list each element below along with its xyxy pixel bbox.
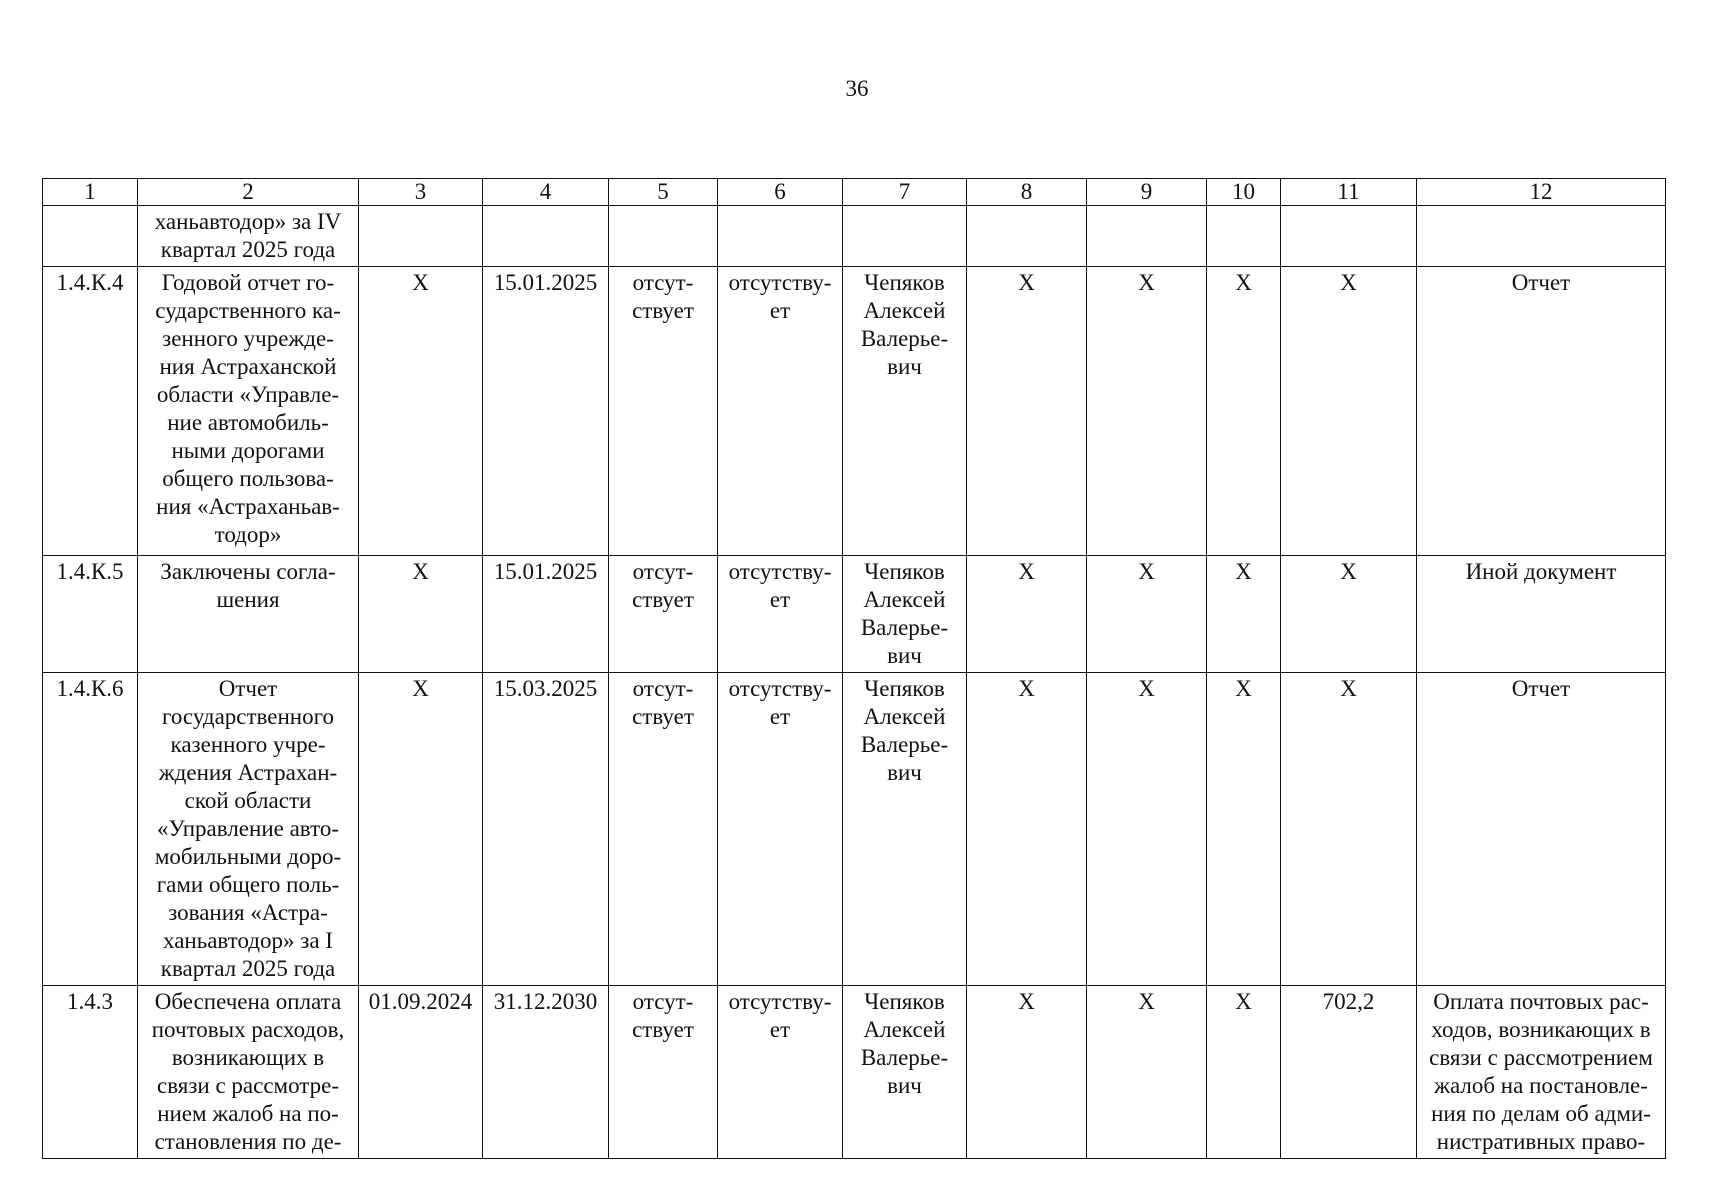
cell-result: Отчет <box>1417 673 1666 986</box>
column-header: 1 <box>43 179 138 206</box>
cell-col9 <box>1087 206 1207 267</box>
cell-responsible <box>843 206 967 267</box>
cell-col11: X <box>1281 267 1417 556</box>
column-header: 2 <box>138 179 359 206</box>
cell-start: X <box>359 267 483 556</box>
cell-result: Иной документ <box>1417 556 1666 673</box>
cell-col11 <box>1281 206 1417 267</box>
column-header: 12 <box>1417 179 1666 206</box>
table-row <box>43 206 1666 267</box>
table-row <box>43 673 1666 986</box>
cell-col6: отсутству- ет <box>718 673 843 986</box>
cell-col9: X <box>1087 673 1207 986</box>
cell-col11: X <box>1281 673 1417 986</box>
cell-col6 <box>718 206 843 267</box>
column-header: 10 <box>1207 179 1281 206</box>
column-header: 6 <box>718 179 843 206</box>
cell-col5: отсут- ствует <box>609 986 718 1159</box>
cell-id: 1.4.К.5 <box>43 556 138 673</box>
cell-col10: X <box>1207 986 1281 1159</box>
cell-name: Заключены согла- шения <box>138 556 359 673</box>
column-header: 5 <box>609 179 718 206</box>
cell-responsible: Чепяков Алексей Валерье- вич <box>843 556 967 673</box>
cell-col5: отсут- ствует <box>609 556 718 673</box>
plan-table <box>42 178 1666 1159</box>
cell-col11: 702,2 <box>1281 986 1417 1159</box>
cell-name: Годовой отчет го- сударственного ка- зенного учрежде- ния Астраханской области «Управле- ние автомобиль- ными дорогами общего пользова- ния «Астраханьав- тодор» <box>138 267 359 556</box>
cell-col5: отсут- ствует <box>609 673 718 986</box>
column-header: 7 <box>843 179 967 206</box>
cell-start <box>359 206 483 267</box>
cell-id: 1.4.К.4 <box>43 267 138 556</box>
cell-col5 <box>609 206 718 267</box>
cell-start: X <box>359 673 483 986</box>
cell-end <box>483 206 609 267</box>
column-header: 8 <box>967 179 1087 206</box>
cell-responsible: Чепяков Алексей Валерье- вич <box>843 986 967 1159</box>
cell-name: Отчет государственного казенного учре- ждения Астрахан- ской области «Управление авто- мобильными доро- гами общего поль- зования «Астра- ханьавтодор» за I квартал 2025 года <box>138 673 359 986</box>
cell-col8 <box>967 206 1087 267</box>
column-header: 9 <box>1087 179 1207 206</box>
cell-col9: X <box>1087 986 1207 1159</box>
column-number-row <box>43 179 1666 206</box>
cell-col6: отсутству- ет <box>718 267 843 556</box>
cell-col6: отсутству- ет <box>718 556 843 673</box>
cell-col10 <box>1207 206 1281 267</box>
cell-end: 15.01.2025 <box>483 556 609 673</box>
cell-col9: X <box>1087 267 1207 556</box>
cell-end: 31.12.2030 <box>483 986 609 1159</box>
cell-col10: X <box>1207 673 1281 986</box>
table-row <box>43 986 1666 1159</box>
cell-col5: отсут- ствует <box>609 267 718 556</box>
cell-col11: X <box>1281 556 1417 673</box>
cell-col6: отсутству- ет <box>718 986 843 1159</box>
column-header: 4 <box>483 179 609 206</box>
column-header: 3 <box>359 179 483 206</box>
cell-responsible: Чепяков Алексей Валерье- вич <box>843 267 967 556</box>
cell-result: Оплата почтовых рас- ходов, возникающих в связи с рассмотрением жалоб на постановле- ния по делам об адми- нистративных право- <box>1417 986 1666 1159</box>
column-header: 11 <box>1281 179 1417 206</box>
cell-start: X <box>359 556 483 673</box>
cell-col8: X <box>967 556 1087 673</box>
cell-name: ханьавтодор» за IV квартал 2025 года <box>138 206 359 267</box>
cell-result: Отчет <box>1417 267 1666 556</box>
table-row <box>43 556 1666 673</box>
cell-col8: X <box>967 673 1087 986</box>
cell-end: 15.03.2025 <box>483 673 609 986</box>
page-number: 36 <box>845 76 869 101</box>
cell-result <box>1417 206 1666 267</box>
cell-col8: X <box>967 986 1087 1159</box>
cell-name: Обеспечена оплата почтовых расходов, возникающих в связи с рассмотре- нием жалоб на по- становления по де- <box>138 986 359 1159</box>
cell-id: 1.4.К.6 <box>43 673 138 986</box>
cell-id <box>43 206 138 267</box>
cell-start: 01.09.2024 <box>359 986 483 1159</box>
cell-col8: X <box>967 267 1087 556</box>
table-row <box>43 267 1666 556</box>
cell-col10: X <box>1207 556 1281 673</box>
cell-col9: X <box>1087 556 1207 673</box>
cell-col10: X <box>1207 267 1281 556</box>
cell-id: 1.4.3 <box>43 986 138 1159</box>
cell-responsible: Чепяков Алексей Валерье- вич <box>843 673 967 986</box>
cell-end: 15.01.2025 <box>483 267 609 556</box>
